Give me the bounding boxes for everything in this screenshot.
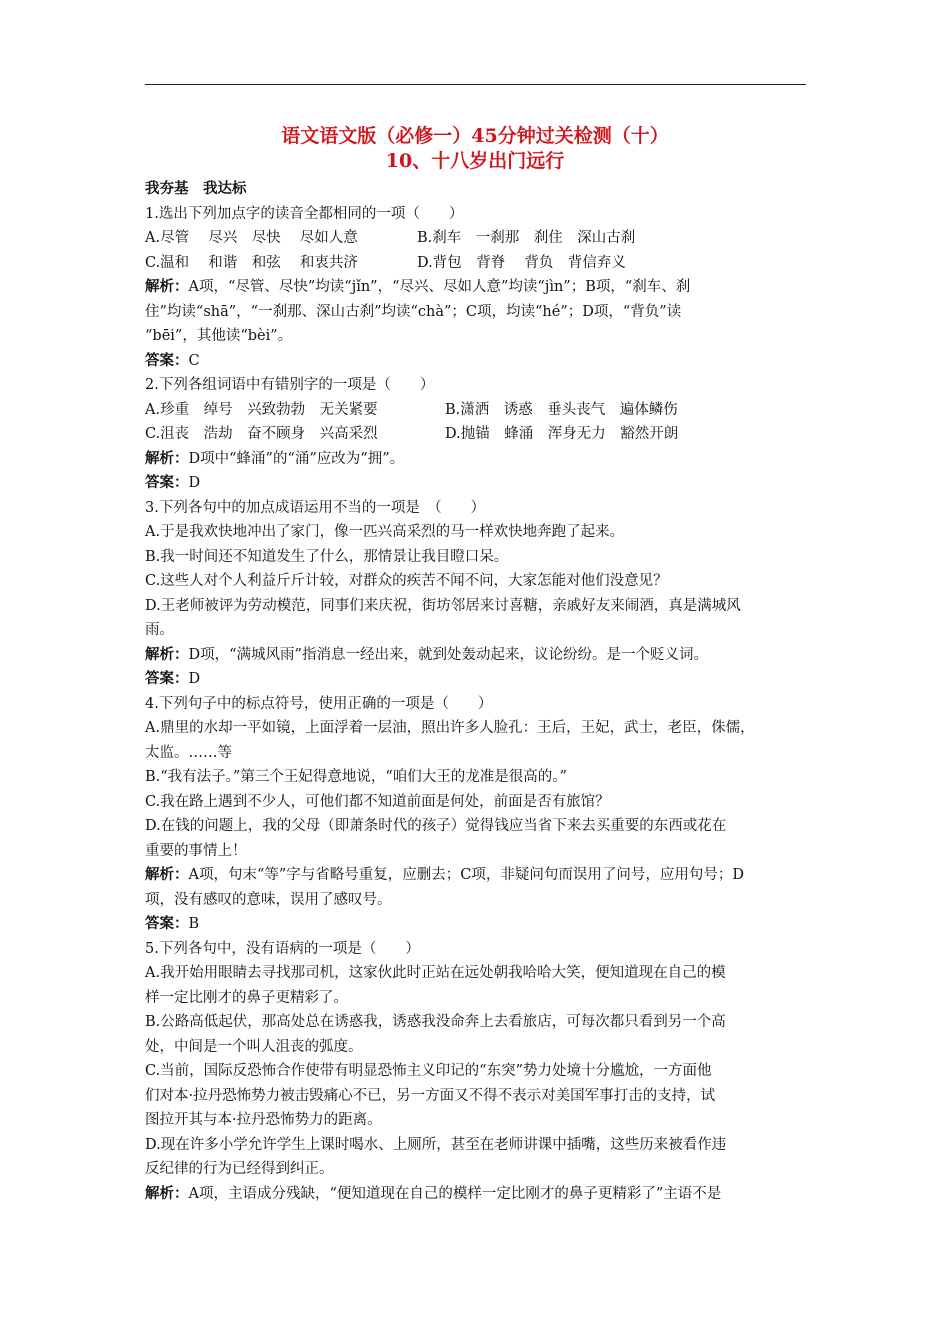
- q4-option-d-cont: 重要的事情上！: [145, 842, 247, 859]
- q3-analysis: [145, 643, 810, 668]
- q3-option-c: C.这些人对个人利益斤斤计较，对群众的疾苦不闻不问，大家怎能对他们没意见？: [145, 573, 668, 589]
- analysis-label: 解析：: [145, 278, 189, 295]
- q1-option-a: A.尽管 尽兴 尽快 尽如人意: [145, 230, 358, 246]
- q1-analysis-line2: 住”均读“shā”，“一刹那、深山古刹”均读“chà”；C项，均读“hé”；D项，“背负”读: [145, 303, 682, 320]
- q2-analysis: [145, 447, 810, 472]
- q4-option-b: B.“我有法子。”第三个王妃得意地说，“咱们大王的龙准是很高的。”: [145, 769, 567, 785]
- q2-option-b: B.潇洒 诱惑 垂头丧气 遍体鳞伤: [445, 401, 678, 418]
- q5-option-d-cont: 反纪律的行为已经得到纠正。: [145, 1161, 334, 1177]
- doc-subtitle: 10、十八岁出门远行: [385, 150, 565, 172]
- q5-option-a: A.我开始用眼睛去寻找那司机，这家伙此时正站在远处朝我哈哈大笑，便知道现在自己的模: [145, 965, 726, 981]
- q2-answer: [145, 471, 810, 496]
- q5-option-b: B.公路高低起伏，那高处总在诱惑我，诱惑我没命奔上去看旅店，可每次都只看到另一个高: [145, 1014, 726, 1030]
- q2-option-a: A.珍重 绰号 兴致勃勃 无关紧要: [145, 401, 378, 418]
- q2-options-ab: [145, 398, 810, 423]
- q4-option-a-cont: 太监。……等: [145, 744, 232, 761]
- analysis-label: 解析：: [145, 1184, 189, 1202]
- q1-options-ab: [145, 226, 810, 251]
- q5-option-c-cont: 们对本·拉丹恐怖势力被击毁痛心不已，另一方面又不得不表示对美国军事打击的支持，试: [145, 1087, 716, 1104]
- q5-stem: 5.下列各句中，没有语病的一项是（ ）: [145, 940, 420, 957]
- answer-label: 答案：: [145, 474, 189, 491]
- document-body: [145, 177, 810, 1206]
- q4-analysis-line2: 项，没有感叹的意味，误用了感叹号。: [145, 891, 392, 908]
- q1-analysis-text: A项，“尽管、尽快”均读“jǐn”，“尽兴、尽如人意”均读“jìn”；B项，“刹车、刹: [188, 279, 691, 295]
- q3-option-d: D.王老师被评为劳动模范，同事们来庆祝，街坊邻居来讨喜糖，亲戚好友来闹酒，真是满城风: [145, 597, 741, 614]
- analysis-label: 解析：: [145, 866, 189, 883]
- q3-answer: [145, 667, 810, 692]
- q4-option-c: C.我在路上遇到不少人，可他们都不知道前面是何处，前面是否有旅馆？: [145, 793, 610, 810]
- q4-option-d: D.在钱的问题上，我的父母（即萧条时代的孩子）觉得钱应当省下来去买重要的东西或花在: [145, 818, 727, 834]
- answer-label: 答案：: [145, 915, 189, 932]
- q3-option-d-cont: 雨。: [145, 622, 174, 638]
- q3-stem: 3.下列各句中的加点成语运用不当的一项是 （ ）: [145, 499, 486, 516]
- answer-label: 答案：: [145, 351, 189, 369]
- q5-option-d: D.现在许多小学允许学生上课时喝水、上厕所，甚至在老师讲课中插嘴，这些历来被看作违: [145, 1136, 727, 1153]
- q1-options-cd: [145, 251, 810, 276]
- q4-analysis: [145, 863, 810, 888]
- q4-answer: [145, 912, 810, 937]
- q2-options-cd: [145, 422, 810, 447]
- q2-option-d: D.抛锚 蜂涌 浑身无力 豁然开朗: [445, 426, 679, 442]
- analysis-label: 解析：: [145, 645, 189, 663]
- q3-option-a: A.于是我欢快地冲出了家门，像一匹兴高采烈的马一样欢快地奔跑了起来。: [145, 524, 625, 540]
- analysis-label: 解析：: [145, 449, 189, 467]
- q1-analysis: [145, 275, 810, 300]
- q2-analysis-text: D项中“蜂涌”的“涌”应改为“拥”。: [188, 450, 405, 467]
- q2-option-c: C.沮丧 浩劫 奋不顾身 兴高采烈: [145, 426, 378, 442]
- q5-option-b-cont: 处，中间是一个叫人沮丧的弧度。: [145, 1038, 363, 1055]
- q5-option-a-cont: 样一定比刚才的鼻子更精彩了。: [145, 989, 348, 1006]
- header-rule: [145, 84, 806, 85]
- q1-option-b: B.刹车 一刹那 刹住 深山古刹: [417, 230, 636, 246]
- q3-answer-value: D: [188, 671, 201, 687]
- q1-stem: 1.选出下列加点字的读音全都相同的一项（ ）: [145, 205, 464, 222]
- q4-option-a: A.鼎里的水却一平如镜，上面浮着一层油，照出许多人脸孔：王后，王妃，武士，老臣，侏儒，: [145, 720, 755, 736]
- q5-option-c: C.当前，国际反恐怖合作使带有明显恐怖主义印记的“东突”势力处境十分尴尬，一方面他: [145, 1063, 712, 1079]
- q4-stem: 4.下列句子中的标点符号，使用正确的一项是（ ）: [145, 695, 493, 712]
- q2-answer-value: D: [188, 475, 201, 491]
- doc-title: 语文语文版（必修一）45分钟过关检测（十）: [281, 125, 669, 147]
- q1-answer-value: C: [188, 352, 200, 369]
- section-heading: 我夯基 我达标: [145, 180, 247, 197]
- q5-option-c-cont2: 图拉开其与本·拉丹恐怖势力的距离。: [145, 1112, 382, 1128]
- q2-stem: 2.下列各组词语中有错别字的一项是（ ）: [145, 377, 435, 393]
- q3-analysis-text: D项，“满城风雨”指消息一经出来，就到处轰动起来，议论纷纷。是一个贬义词。: [188, 646, 708, 663]
- answer-label: 答案：: [145, 670, 189, 687]
- q4-answer-value: B: [188, 916, 200, 932]
- q3-option-b: B.我一时间还不知道发生了什么，那情景让我目瞪口呆。: [145, 548, 509, 565]
- q1-answer: [145, 349, 810, 374]
- q5-analysis-text: A项，主语成分残缺，“便知道现在自己的模样一定比刚才的鼻子更精彩了”主语不是: [188, 1185, 722, 1202]
- q1-option-d: D.背包 背脊 背负 背信弃义: [417, 254, 626, 271]
- q1-option-c: C.温和 和谐 和弦 和衷共济: [145, 254, 358, 271]
- q4-analysis-text: A项，句末“等”字与省略号重复，应删去；C项，非疑问句而误用了问号，应用句号；D: [188, 867, 745, 883]
- q5-analysis: [145, 1182, 810, 1207]
- q1-analysis-line3: “bēi”，其他读“bèi”。: [145, 328, 293, 344]
